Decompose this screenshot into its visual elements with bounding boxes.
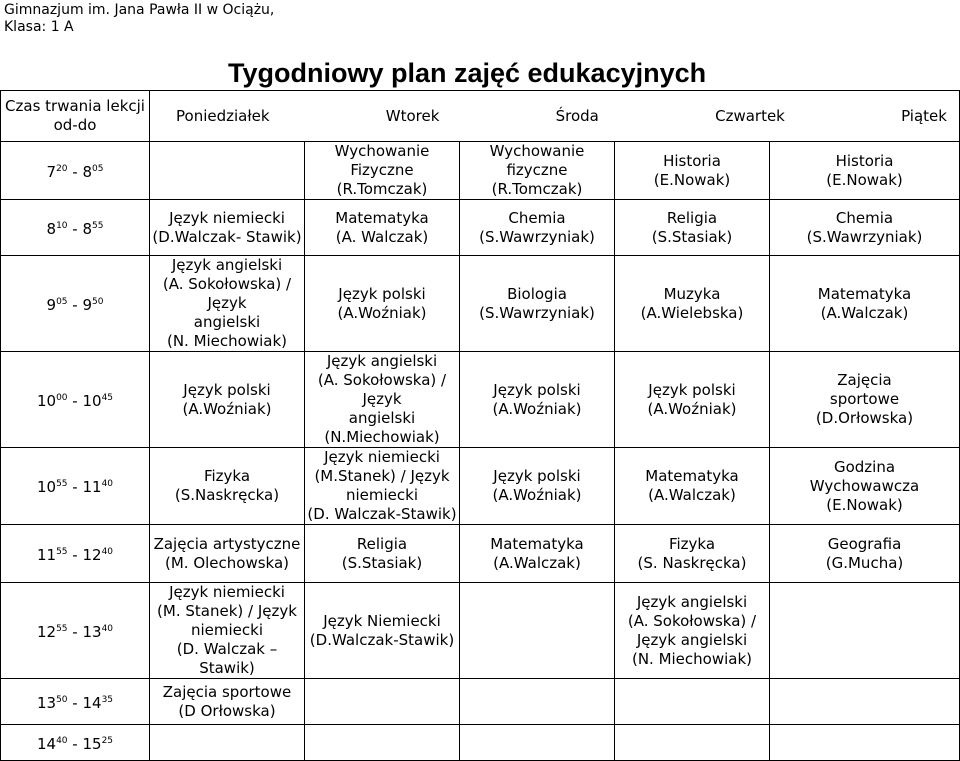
time-end-minute: 45: [101, 392, 114, 403]
lesson-line: niemiecki: [345, 486, 418, 504]
lesson-line: (D.Walczak-Stawik): [309, 630, 455, 649]
time-start-minute: 55: [56, 623, 68, 634]
lesson-line: (D. Walczak – Stawik): [176, 640, 278, 677]
lesson-time: $7^{20} - 8^{05}$: [1, 142, 150, 200]
time-start-minute: 05: [56, 296, 68, 307]
time-end-hour: 15: [82, 734, 102, 753]
lesson-line: Matematyka: [490, 534, 584, 553]
lesson-line: fizyczne: [506, 161, 568, 179]
lesson-line: (S. Naskręcka): [637, 553, 747, 572]
lesson-line: (A.Woźniak): [182, 399, 272, 418]
lesson-line: Matematyka: [645, 467, 739, 485]
lesson-cell-monday: [150, 525, 305, 583]
time-start-minute: 55: [56, 479, 68, 489]
lesson-cell-thursday: [615, 725, 770, 761]
time-start-hour: 8: [46, 219, 57, 238]
lesson-line: (A. Sokołowska) / Język: [317, 371, 447, 408]
lesson-line: Chemia: [835, 208, 894, 227]
lesson-line: (R.Tomczak): [491, 180, 583, 198]
lesson-cell-wednesday: [460, 679, 615, 725]
time-end-minute: 55: [92, 220, 104, 231]
time-start-minute: 50: [56, 694, 68, 705]
time-end-hour: 8: [82, 219, 93, 238]
lesson-cell-friday: [770, 200, 960, 256]
lesson-row: [1, 448, 960, 525]
time-start-minute: 55: [56, 546, 68, 557]
lesson-line: (A.Woźniak): [337, 303, 427, 322]
lesson-line: Biologia: [507, 284, 567, 303]
lesson-cell-tuesday: [305, 725, 460, 761]
lesson-line: Matematyka: [335, 208, 429, 227]
lesson-line: Chemia: [508, 208, 566, 227]
time-end-minute: 40: [101, 479, 114, 489]
time-start-hour: 7: [46, 162, 57, 181]
lesson-line: (E.Nowak): [826, 170, 903, 189]
lesson-line: Historia: [835, 151, 894, 170]
lesson-line: Język angielski: [171, 256, 283, 274]
lesson-cell-wednesday: [460, 583, 615, 679]
lesson-line: angielski: [193, 313, 261, 331]
day-wednesday: Środa: [555, 106, 599, 125]
lesson-cell-wednesday: [460, 142, 615, 200]
lesson-line: Język polski: [183, 380, 271, 399]
time-start-minute: 00: [56, 392, 68, 403]
lesson-line: (R.Tomczak): [336, 180, 428, 198]
lesson-line: Język polski: [493, 380, 581, 399]
lesson-line: Język polski: [648, 380, 736, 399]
lesson-line: (A.Woźniak): [492, 399, 582, 418]
lesson-cell-friday: [770, 142, 960, 200]
time-end-hour: 11: [82, 478, 102, 496]
time-start-hour: 10: [36, 478, 57, 496]
lesson-line: Zajęcia artystyczne: [153, 534, 301, 553]
lesson-cell-thursday: [615, 200, 770, 256]
time-end-minute: 40: [101, 546, 114, 557]
lesson-cell-wednesday: [460, 200, 615, 256]
lesson-line: (A. Walczak): [335, 227, 429, 246]
lesson-cell-wednesday: [460, 725, 615, 761]
lesson-cell-tuesday: [305, 142, 460, 200]
time-end-hour: 13: [82, 622, 102, 641]
lesson-cell-monday: [150, 448, 305, 525]
time-start-hour: 10: [36, 391, 57, 410]
lesson-line: Religia: [666, 208, 718, 227]
lesson-line: (M. Stanek) / Język: [157, 602, 297, 620]
time-end-hour: 10: [82, 391, 102, 410]
lesson-line: Godzina: [833, 457, 896, 476]
lesson-line: (D.Walczak- Stawik): [152, 227, 302, 246]
lesson-line: (A.Walczak): [820, 303, 909, 322]
lesson-time: $8^{10} - 8^{55}$: [1, 200, 150, 256]
time-start-hour: 9: [46, 295, 57, 314]
lesson-line: Wychowanie: [489, 142, 585, 160]
lesson-line: (A.Walczak): [493, 553, 581, 572]
lesson-cell-thursday: [615, 352, 770, 448]
lesson-row: [1, 525, 960, 583]
lesson-row: [1, 142, 960, 200]
lesson-time: $12^{55} - 13^{40}$: [1, 583, 150, 679]
lesson-cell-thursday: [615, 256, 770, 352]
lesson-line: Zajęcia sportowe: [162, 682, 292, 701]
day-tuesday: Wtorek: [385, 106, 440, 125]
time-end-hour: 9: [82, 295, 93, 314]
lesson-cell-monday: [150, 352, 305, 448]
lesson-line: (G.Mucha): [825, 553, 904, 572]
duration-header: [1, 91, 150, 142]
lesson-cell-wednesday: [460, 352, 615, 448]
time-start-minute: 20: [56, 163, 68, 174]
lesson-line: (A.Woźniak): [647, 399, 737, 418]
duration-header-line: Czas trwania lekcji: [5, 97, 145, 115]
lesson-line: Język Niemiecki: [323, 611, 441, 630]
lesson-cell-tuesday: [305, 256, 460, 352]
lesson-line: angielski (N.Miechowiak): [324, 409, 440, 446]
header-row: [1, 91, 960, 142]
lesson-cell-thursday: [615, 525, 770, 583]
lesson-line: Fizyka: [203, 467, 251, 485]
lesson-cell-tuesday: [305, 448, 460, 525]
lesson-line: (E.Nowak): [653, 170, 731, 189]
day-thursday: Czwartek: [715, 106, 785, 125]
lesson-cell-monday: [150, 142, 305, 200]
lesson-line: Język angielski: [326, 352, 438, 370]
lesson-cell-monday: [150, 256, 305, 352]
lesson-cell-monday: [150, 679, 305, 725]
lesson-cell-friday: [770, 448, 960, 525]
lesson-time: $14^{40} - 15^{25}$: [1, 725, 150, 761]
lesson-line: Wychowawcza: [809, 476, 920, 495]
lesson-line: Język angielski: [636, 630, 748, 649]
time-start-hour: 11: [36, 545, 57, 564]
lesson-cell-monday: [150, 583, 305, 679]
lesson-line: (N. Miechowiak): [631, 649, 753, 668]
lesson-line: Muzyka: [663, 284, 721, 303]
lesson-cell-friday: [770, 352, 960, 448]
lesson-line: (A. Sokołowska) /: [627, 611, 757, 630]
time-start-minute: 40: [56, 735, 68, 746]
lesson-line: Język polski: [493, 467, 581, 485]
lesson-line: Zajęcia: [837, 371, 892, 389]
lesson-line: (A. Sokołowska) / Język: [162, 275, 292, 312]
lesson-cell-monday: [150, 725, 305, 761]
lesson-line: Historia: [663, 151, 721, 170]
lesson-row: [1, 583, 960, 679]
lesson-cell-tuesday: [305, 200, 460, 256]
time-end-minute: 50: [92, 296, 104, 307]
lesson-row: [1, 725, 960, 761]
lesson-line: (D. Walczak-Stawik): [307, 505, 457, 523]
lesson-line: (M. Olechowska): [164, 553, 289, 572]
lesson-line: sportowe: [829, 390, 900, 408]
lesson-line: Język polski: [338, 284, 426, 303]
lesson-line: Matematyka: [817, 284, 912, 303]
lesson-line: niemiecki: [190, 621, 263, 639]
lesson-cell-thursday: [615, 679, 770, 725]
lesson-cell-wednesday: [460, 448, 615, 525]
time-start-hour: 12: [36, 622, 57, 641]
lesson-line: (S.Stasiak): [651, 227, 733, 246]
time-start-minute: 10: [56, 220, 68, 231]
lesson-row: [1, 200, 960, 256]
lesson-line: Język niemiecki: [169, 583, 285, 601]
lesson-time: $13^{50} - 14^{35}$: [1, 679, 150, 725]
lesson-line: Fizyka: [668, 534, 716, 553]
time-end-hour: 12: [82, 545, 102, 564]
lesson-time: $10^{55} - 11^{40}$: [1, 448, 150, 525]
lesson-cell-friday: [770, 583, 960, 679]
lesson-line: (S.Wawrzyniak): [479, 303, 595, 322]
lesson-line: (S.Wawrzyniak): [479, 227, 595, 246]
lesson-line: (A.Walczak): [648, 486, 736, 504]
lesson-line: (S.Wawrzyniak): [806, 227, 923, 246]
lesson-line: Wychowanie Fizyczne: [334, 142, 430, 179]
lesson-row: [1, 256, 960, 352]
day-monday: Poniedziałek: [176, 106, 270, 125]
lesson-time: $10^{00} - 10^{45}$: [1, 352, 150, 448]
lesson-line: (A.Woźniak): [492, 486, 582, 504]
time-end-minute: 25: [101, 735, 114, 746]
time-end-minute: 05: [92, 163, 104, 174]
lesson-cell-tuesday: [305, 525, 460, 583]
lesson-cell-thursday: [615, 448, 770, 525]
lesson-line: (A.Wielebska): [640, 303, 744, 322]
lesson-cell-thursday: [615, 142, 770, 200]
lesson-time: $9^{05} - 9^{50}$: [1, 256, 150, 352]
time-start-hour: 13: [36, 693, 57, 712]
lesson-row: [1, 352, 960, 448]
duration-header-line: od-do: [53, 116, 97, 134]
lesson-cell-tuesday: [305, 583, 460, 679]
time-start-hour: 14: [36, 734, 57, 753]
lesson-line: (E.Nowak): [826, 495, 903, 514]
lesson-cell-friday: [770, 679, 960, 725]
time-end-minute: 40: [101, 623, 114, 634]
lesson-cell-thursday: [615, 583, 770, 679]
lesson-cell-friday: [770, 725, 960, 761]
school-name: Gimnazjum im. Jana Pawła II w Ociążu,: [4, 2, 275, 18]
lesson-line: (N. Miechowiak): [166, 332, 288, 350]
day-friday: Piątek: [901, 106, 947, 125]
lesson-line: Geografia: [827, 534, 902, 553]
timetable: [0, 90, 960, 761]
page-title: Tygodniowy plan zajęć edukacyjnych: [228, 58, 707, 88]
time-end-hour: 8: [82, 162, 93, 181]
lesson-line: (S.Stasiak): [341, 553, 423, 572]
lesson-cell-friday: [770, 525, 960, 583]
lesson-cell-tuesday: [305, 352, 460, 448]
lesson-line: Język niemiecki: [324, 448, 440, 466]
lesson-cell-tuesday: [305, 679, 460, 725]
lesson-line: Religia: [356, 534, 408, 553]
lesson-line: Język niemiecki: [169, 208, 285, 227]
lesson-cell-wednesday: [460, 256, 615, 352]
time-end-minute: 35: [101, 694, 114, 705]
lesson-cell-wednesday: [460, 525, 615, 583]
class-label: Klasa: 1 A: [4, 19, 74, 35]
time-end-hour: 14: [82, 693, 102, 712]
lesson-row: [1, 679, 960, 725]
lesson-line: (D Orłowska): [178, 701, 276, 720]
lesson-line: Język angielski: [636, 592, 748, 611]
lesson-cell-friday: [770, 256, 960, 352]
lesson-cell-monday: [150, 200, 305, 256]
days-header: [150, 91, 960, 142]
lesson-line: (D.Orłowska): [815, 409, 914, 427]
lesson-line: (M.Stanek) / Język: [314, 467, 450, 485]
lesson-line: (S.Naskręcka): [174, 486, 280, 504]
lesson-time: $11^{55} - 12^{40}$: [1, 525, 150, 583]
